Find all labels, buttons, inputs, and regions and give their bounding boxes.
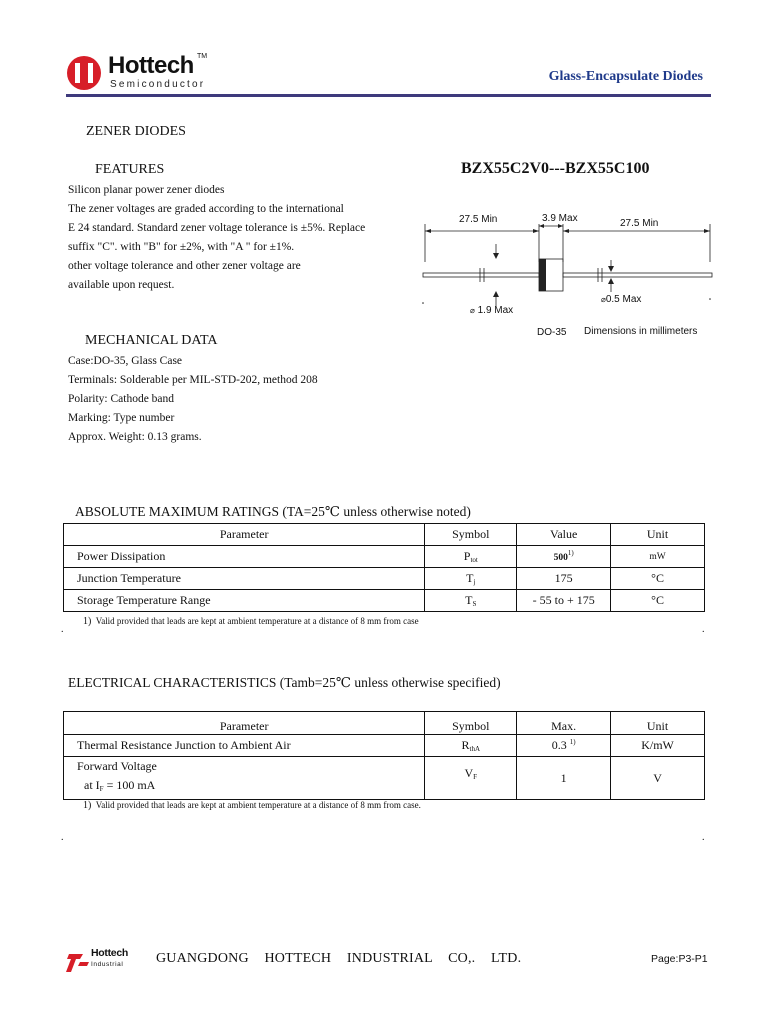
features-line: The zener voltages are graded according to the international: [68, 203, 344, 215]
mechanical-line: Approx. Weight: 0.13 grams.: [68, 431, 202, 443]
table-header-row: [64, 524, 705, 546]
diameter-icon: ⌀: [601, 295, 606, 304]
column-header: Value: [517, 524, 611, 546]
margin-dot: .: [702, 832, 705, 843]
symbol-cell: $P_{tot}$: [425, 546, 517, 568]
column-header: Unit: [611, 524, 705, 546]
symbol-cell: $R_{thA}$: [425, 735, 517, 757]
brand-trademark: TM: [197, 53, 208, 60]
mechanical-text: [68, 352, 318, 447]
table-row: [64, 757, 705, 800]
column-header: Parameter: [64, 524, 425, 546]
footer-logo-text: Hottech: [91, 947, 128, 959]
lead-length-left-label: 27.5 Min: [459, 214, 498, 225]
param-cell: Power Dissipation: [64, 546, 425, 568]
table-row: [64, 568, 705, 590]
table-row: [64, 590, 705, 612]
param-cell: Storage Temperature Range: [64, 590, 425, 612]
unit-cell: K/mW: [611, 735, 705, 757]
mechanical-line: Polarity: Cathode band: [68, 393, 175, 405]
diameter-icon: ⌀: [470, 306, 475, 315]
value-cell: 500$^{1)}$: [517, 546, 611, 568]
package-name: DO-35: [537, 327, 567, 338]
unit-cell: V: [611, 757, 705, 800]
dimension-units-note: Dimensions in millimeters: [584, 326, 698, 337]
brand-name: Hottech: [108, 52, 194, 79]
footer-company-name: GUANGDONG HOTTECH INDUSTRIAL CO,. LTD.: [156, 951, 522, 966]
mechanical-line: Case:DO-35, Glass Case: [68, 355, 183, 367]
unit-cell: °C: [611, 568, 705, 590]
features-text: [68, 181, 413, 295]
margin-dot: .: [61, 624, 64, 635]
electrical-table: [63, 711, 705, 800]
param-cell: Junction Temperature: [64, 568, 425, 590]
lead-diameter-label: ⌀0.5 Max: [601, 294, 642, 305]
footer-logo-subtext: Industrial: [91, 961, 124, 968]
column-header: Parameter: [64, 712, 425, 735]
mechanical-line: Marking: Type number: [68, 412, 175, 424]
features-line: E 24 standard. Standard zener voltage tolerance is ±5%. Replace: [68, 222, 366, 234]
hottech-logo-icon: [66, 55, 102, 91]
mechanical-line: Terminals: Solderable per MIL-STD-202, method 208: [68, 374, 318, 386]
abs-max-title: ABSOLUTE MAXIMUM RATINGS (TA=25℃ unless otherwise noted): [75, 504, 471, 519]
features-line: Silicon planar power zener diodes: [68, 184, 225, 196]
lead-length-right-label: 27.5 Min: [620, 218, 659, 229]
symbol-cell: $T_S$: [425, 590, 517, 612]
features-line: available upon request.: [68, 279, 175, 291]
page-number: Page:P3-P1: [651, 953, 708, 965]
abs-max-footnote: 1) Valid provided that leads are kept at ambient temperature at a distance of 8 mm from case: [83, 616, 419, 627]
table-row: [64, 735, 705, 757]
body-diameter-label: ⌀ 1.9 Max: [470, 305, 514, 316]
symbol-cell: $T_j$: [425, 568, 517, 590]
param-cell: Thermal Resistance Junction to Ambient Air: [64, 735, 425, 757]
value-cell: 175: [517, 568, 611, 590]
abs-max-table: [63, 523, 705, 612]
value-cell: 1: [517, 757, 611, 800]
product-type-heading: ZENER DIODES: [86, 124, 186, 139]
brand-subtitle: Semiconductor: [110, 79, 206, 90]
unit-cell: mW: [611, 546, 705, 568]
margin-dot: .: [61, 832, 64, 843]
electrical-title: ELECTRICAL CHARACTERISTICS (Tamb=25℃ unless otherwise specified): [68, 675, 501, 690]
body-length-label: 3.9 Max: [542, 213, 578, 224]
table-row: [64, 546, 705, 568]
value-cell: - 55 to + 175: [517, 590, 611, 612]
margin-dot: .: [702, 624, 705, 635]
column-header: Symbol: [425, 712, 517, 735]
column-header: Unit: [611, 712, 705, 735]
features-line: suffix "C". with "B" for ±2%, with "A " for ±1%.: [68, 241, 295, 253]
part-number-range: BZX55C2V0---BZX55C100: [461, 160, 650, 177]
features-line: other voltage tolerance and other zener voltage are: [68, 260, 301, 272]
value-cell: 0.3 $^{1)}$: [517, 735, 611, 757]
features-heading: FEATURES: [95, 162, 165, 177]
document-category-title: Glass-Encapsulate Diodes: [548, 69, 703, 84]
do35-package-diagram: [414, 206, 714, 336]
column-header: Symbol: [425, 524, 517, 546]
electrical-footnote: 1) Valid provided that leads are kept at ambient temperature at a distance of 8 mm from case.: [83, 800, 421, 811]
param-cell: Forward Voltage at $I_F = 100$ mA: [64, 757, 425, 800]
column-header: Max.: [517, 712, 611, 735]
table-header-row: [64, 712, 705, 735]
header-divider: [66, 94, 711, 97]
unit-cell: °C: [611, 590, 705, 612]
symbol-cell: $V_F$: [425, 757, 517, 800]
mechanical-heading: MECHANICAL DATA: [85, 333, 218, 348]
